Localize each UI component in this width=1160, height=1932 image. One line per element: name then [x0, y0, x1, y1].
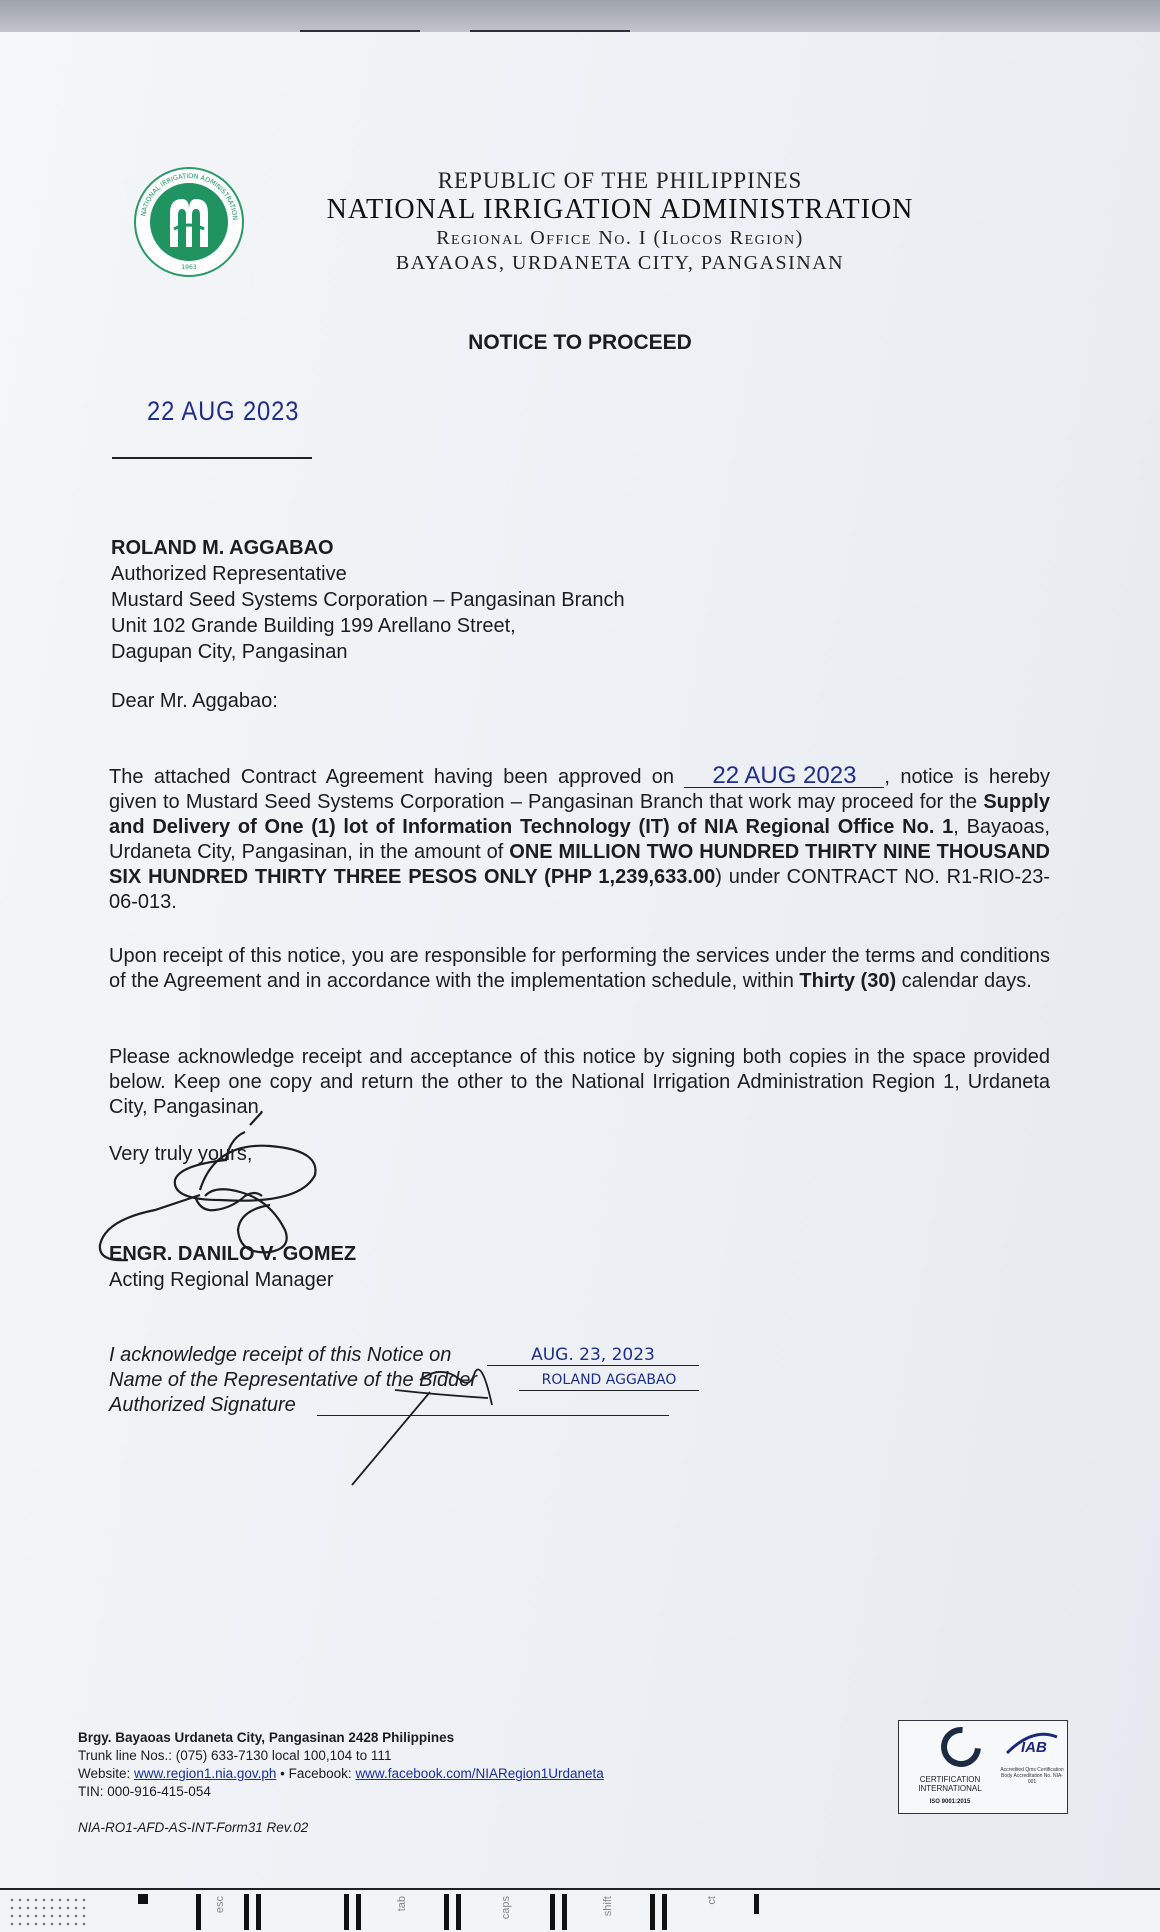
closing: Very truly yours,	[109, 1143, 253, 1165]
key-edge	[196, 1894, 201, 1930]
certification-badge	[898, 1720, 1068, 1814]
recipient-block	[111, 535, 625, 665]
signer-title: Acting Regional Manager	[109, 1269, 334, 1291]
key-edge	[356, 1894, 361, 1930]
duration: Thirty (30)	[799, 970, 897, 992]
letterhead-agency: NATIONAL IRRIGATION ADMINISTRATION	[326, 194, 914, 225]
ctrl-key[interactable]: ct	[706, 1896, 718, 1905]
salutation: Dear Mr. Aggabao:	[111, 690, 278, 712]
letterhead-office: Regional Office No. I (Ilocos Region)	[436, 227, 804, 249]
authorized-signature-field[interactable]	[317, 1393, 669, 1416]
representative-label: Name of the Representative of the Bidder	[109, 1369, 477, 1391]
certification-ring-icon	[933, 1719, 989, 1775]
nia-seal-icon	[136, 169, 242, 275]
key-edge	[754, 1894, 759, 1914]
footer-links: Website: www.region1.nia.gov.ph • Facebook: www.facebook.com/NIARegion1Urdaneta	[78, 1766, 604, 1781]
speaker-grille	[8, 1896, 88, 1928]
scan-top-edge	[0, 0, 1160, 34]
receipt-label: I acknowledge receipt of this Notice on	[109, 1344, 452, 1366]
key-edge	[444, 1894, 449, 1930]
key-edge	[662, 1894, 667, 1930]
logo-year: 1963	[181, 264, 197, 271]
key-edge	[244, 1894, 249, 1930]
project-name: Supply and Delivery of One (1) lot of Information Technology (IT) of NIA Regional Office No. 1	[109, 791, 1050, 838]
recipient-address-2: Dagupan City, Pangasinan	[111, 641, 348, 663]
key-edge	[256, 1894, 261, 1930]
recipient-company: Mustard Seed Systems Corporation – Pangasinan Branch	[111, 589, 625, 611]
key-edge	[650, 1894, 655, 1930]
paragraph-acknowledge-instructions: Please acknowledge receipt and acceptance of this notice by signing both copies in the space provided below. Keep one copy and return the other to the National Irrigation Administration Region 1, Urdaneta City, Pangasinan.	[109, 1046, 1050, 1118]
signer-name: ENGR. DANILO V. GOMEZ	[109, 1243, 357, 1265]
document-title: NOTICE TO PROCEED	[468, 331, 692, 354]
key-edge	[562, 1894, 567, 1930]
date-stamp: 22 AUG 2023	[147, 396, 300, 426]
keyboard-edge	[0, 1888, 1160, 1932]
iab-sub: Accredited Qms Certification Body Accreditation No. NIA-001	[1000, 1767, 1064, 1785]
nia-logo	[134, 167, 244, 277]
key-edge	[456, 1894, 461, 1930]
footer-trunk: Trunk line Nos.: (075) 633-7130 local 100,104 to 111	[78, 1748, 392, 1763]
facebook-link[interactable]: www.facebook.com/NIARegion1Urdaneta	[355, 1766, 604, 1781]
paragraph-approval: The attached Contract Agreement having been approved on 22 AUG 2023 , notice is hereby given to Mustard Seed Systems Corporation – Pangasinan Branch that work may proceed for the Supply and Delivery of One (1) lot of Information Technology (IT) of NIA Regional Office No. 1, Bayaoas, Urdaneta City, Pangasinan, in the amount of ONE MILLION TWO HUNDRED THIRTY NINE THOUSAND SIX HUNDRED THIRTY THREE PESOS ONLY (PHP 1,239,633.00) under CONTRACT NO. R1-RIO-23-06-013.	[109, 762, 1051, 913]
key-edge	[138, 1894, 148, 1904]
shift-key[interactable]: shift	[602, 1896, 614, 1917]
footer-tin: TIN: 000-916-415-054	[78, 1784, 211, 1799]
recipient-address-1: Unit 102 Grande Building 199 Arellano Street,	[111, 615, 516, 637]
tab-key[interactable]: tab	[396, 1896, 408, 1912]
form-code: NIA-RO1-AFD-AS-INT-Form31 Rev.02	[78, 1820, 309, 1835]
recipient-position: Authorized Representative	[111, 563, 347, 585]
footer	[78, 1729, 604, 1801]
footer-address: Brgy. Bayaoas Urdaneta City, Pangasinan 2428 Philippines	[78, 1730, 455, 1745]
approval-date-stamp: 22 AUG 2023	[684, 765, 884, 788]
certification-iso: ISO 9001:2015	[929, 1799, 971, 1805]
website-link[interactable]: www.region1.nia.gov.ph	[134, 1766, 277, 1781]
representative-name-field[interactable]: ROLAND AGGABAO	[519, 1368, 699, 1391]
letterhead-address: BAYAOAS, URDANETA CITY, PANGASINAN	[395, 252, 845, 274]
certification-label: CERTIFICATION INTERNATIONAL	[918, 1775, 982, 1793]
acknowledgement-block	[109, 1343, 677, 1418]
esc-key[interactable]: esc	[214, 1896, 226, 1914]
recipient-name: ROLAND M. AGGABAO	[111, 537, 334, 559]
date-line	[112, 457, 312, 459]
key-edge	[344, 1894, 349, 1930]
signature-label: Authorized Signature	[109, 1394, 296, 1416]
iab-label: IAB	[1021, 1739, 1047, 1756]
logo-ring-text: NATIONAL IRRIGATION ADMINISTRATION	[139, 171, 240, 221]
receipt-date-field[interactable]: AUG. 23, 2023	[487, 1343, 699, 1366]
key-edge	[550, 1894, 555, 1930]
letterhead	[290, 168, 950, 276]
paragraph-responsibility: Upon receipt of this notice, you are responsible for performing the services under the terms and conditions of the Agreement and in accordance with the implementation schedule, within Thirty (30) calendar days.	[109, 945, 1050, 992]
caps-key[interactable]: caps	[500, 1896, 512, 1920]
letterhead-republic: REPUBLIC OF THE PHILIPPINES	[437, 168, 803, 193]
contract-amount: ONE MILLION TWO HUNDRED THIRTY NINE THOUSAND SIX HUNDRED THIRTY THREE PESOS ONLY (PHP 1,239,633.00	[109, 841, 1050, 888]
